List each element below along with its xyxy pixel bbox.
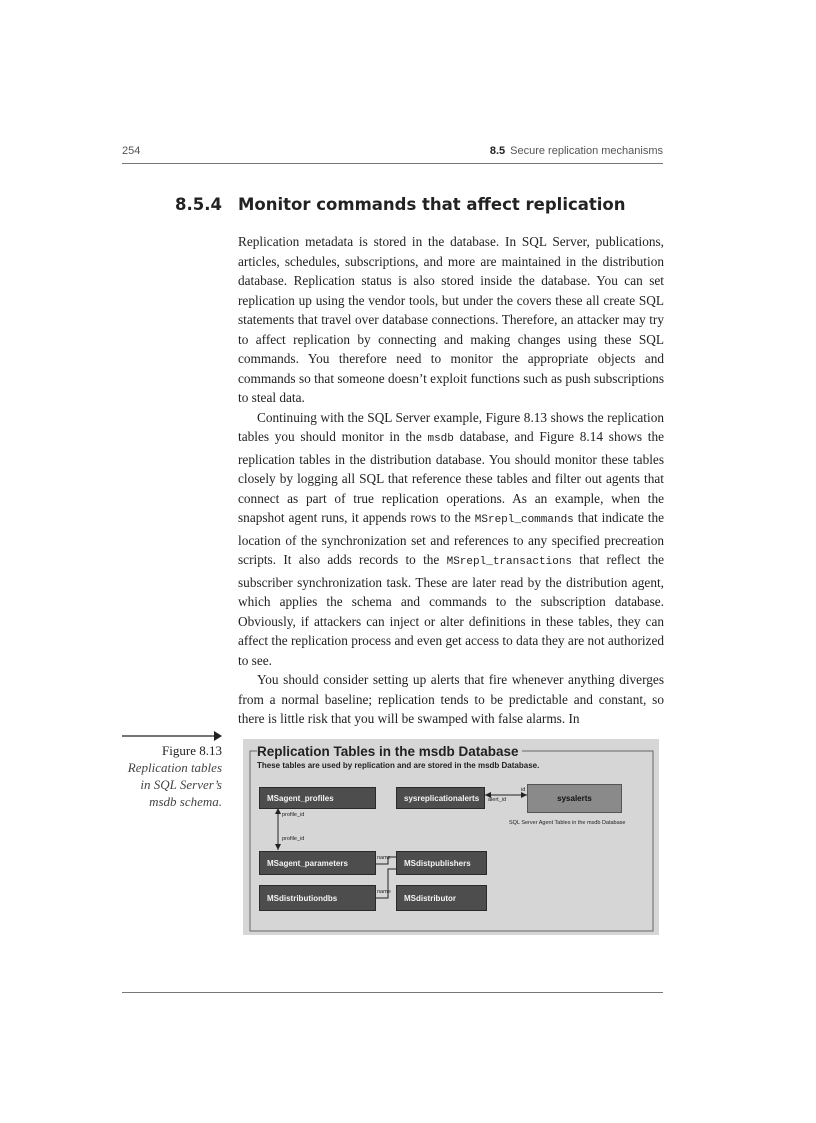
figure-pointer-arrow — [122, 730, 222, 742]
table-msdistributor: MSdistributor — [396, 885, 487, 911]
figure-caption — [122, 742, 222, 810]
label-id: id — [521, 787, 526, 793]
diagram-title: Replication Tables in the msdb Database — [257, 744, 522, 759]
figure-number: Figure 8.13 — [162, 743, 222, 758]
label-name-2: name — [377, 889, 391, 895]
label-profile-id-bottom: profile_id — [282, 836, 305, 842]
running-header-section-title: Secure replication mechanisms — [510, 145, 663, 157]
section-title: Monitor commands that affect replication — [238, 195, 626, 214]
table-msdistpublishers: MSdistpublishers — [396, 851, 487, 875]
running-header — [490, 145, 663, 157]
paragraph-1: Replication metadata is stored in the database. In SQL Server, publications, articles, schedules, subscriptions, and more are maintained in the distribution database. Replication status is also stored inside the database. You can set replication up using the vendor tools, but under the covers these all create SQL statements that travel over database connections. Therefore, an attacker may try to affect replication by connecting and making changes using these SQL commands. You therefore need to monitor the appropriate objects and commands so that someone doesn’t exploit functions such as push subscriptions to steal data. — [238, 234, 664, 405]
diagram-note: SQL Server Agent Tables in the msdb Database — [509, 820, 626, 826]
section-number: 8.5.4 — [175, 195, 222, 214]
body-text — [238, 232, 664, 729]
label-name-1: name — [377, 855, 391, 861]
paragraph-3: You should consider setting up alerts that fire whenever anything diverges from a normal baseline; replication tends to be predictable and constant, so there is little risk that you will be swamped with false alarms. In — [238, 672, 664, 726]
table-msagent-profiles: MSagent_profiles — [259, 787, 376, 809]
paragraph-2: Continuing with the SQL Server example, Figure 8.13 shows the replication tables you should monitor in the msdb database, and Figure 8.14 shows the replication tables in the distribution database. You should monitor these tables closely by logging all SQL that reference these tables and filter out agents that connect as part of true replication operations. As an example, when the snapshot agent runs, it appends rows to the MSrepl_commands that indicate the location of the synchronization set and references to any specified precreation scripts. It also adds records to the MSrepl_transactions that reflect the subscriber synchronization task. These are later read by the distribution agent, which applies the schema and commands to the subscription database. Obviously, if attackers can inject or alter definitions in these tables, they can affect the replication process and even get access to data they are not authorized to see. — [238, 409, 664, 668]
table-msagent-parameters: MSagent_parameters — [259, 851, 376, 875]
replication-tables-diagram — [243, 739, 659, 935]
diagram-subtitle: These tables are used by replication and are stored in the msdb Database. — [257, 761, 540, 770]
table-sysalerts: sysalerts — [527, 784, 622, 813]
code-msdb: msdb — [427, 433, 454, 445]
table-sysreplicationalerts: sysreplicationalerts — [396, 787, 485, 809]
code-msrepl-commands: MSrepl_commands — [474, 514, 574, 526]
figure-caption-text: Replication tables in SQL Server’s msdb schema. — [127, 760, 222, 809]
label-alert-id: alert_id — [488, 797, 507, 803]
label-profile-id-top: profile_id — [282, 812, 305, 818]
running-header-section-number: 8.5 — [489, 145, 506, 157]
code-msrepl-transactions: MSrepl_transactions — [446, 556, 573, 568]
header-rule — [122, 163, 663, 164]
page-number: 254 — [122, 145, 141, 157]
table-msdistributiondbs: MSdistributiondbs — [259, 885, 376, 911]
footer-rule — [122, 992, 663, 993]
